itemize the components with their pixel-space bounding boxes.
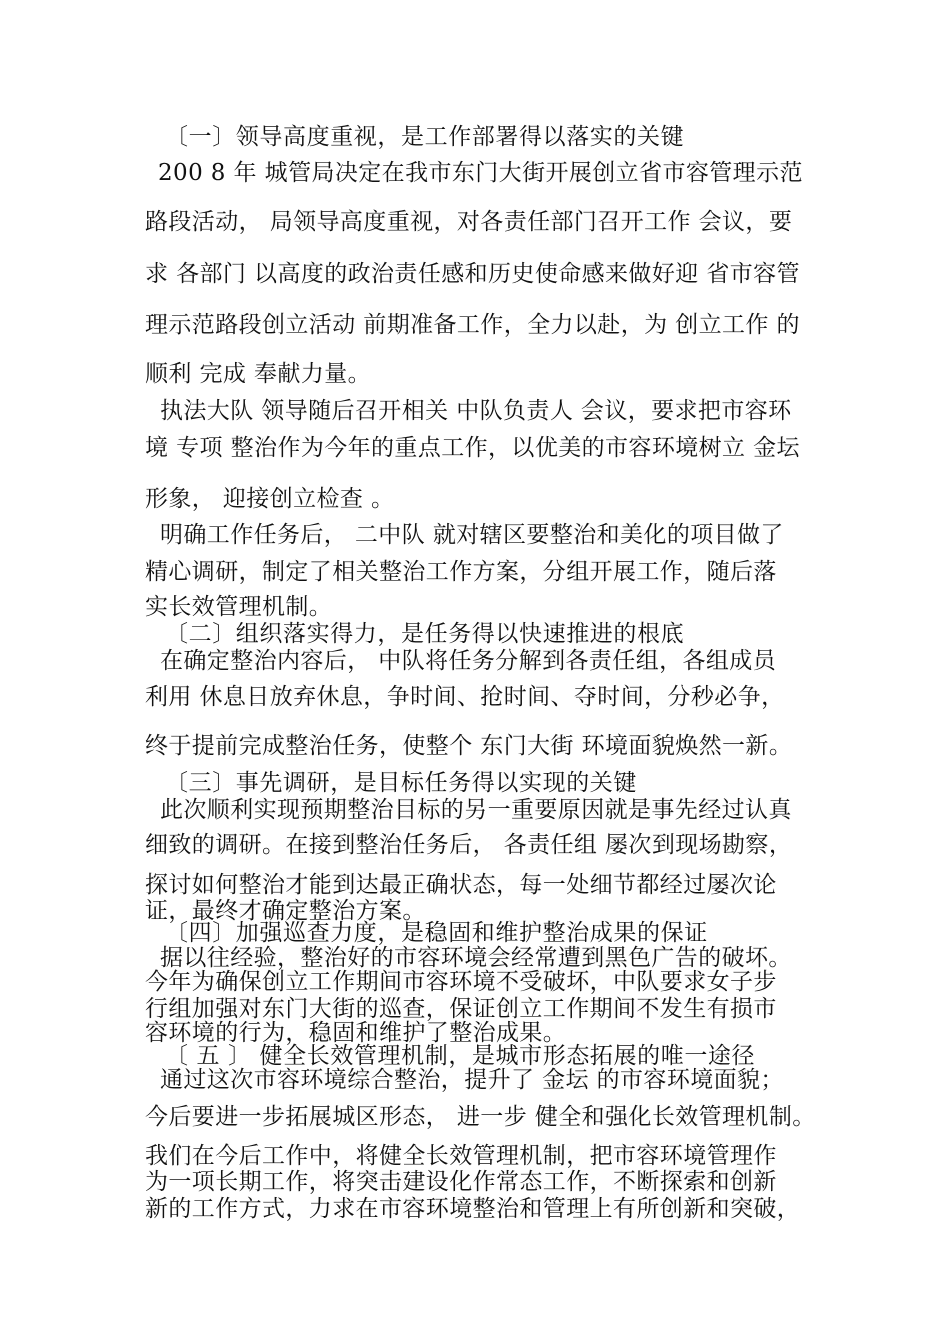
paragraph-line: 细致的调研。在接到整治任务后， 各责任组 屡次到现场勘察，: [145, 832, 793, 858]
paragraph-line: 据以往经验，整治好的市容环境会经常遭到黑色广告的破坏。: [160, 945, 792, 971]
paragraph-line: 容环境的行为，稳固和维护了整治成果。: [145, 1020, 567, 1046]
paragraph-line: 精心调研，制定了相关整治工作方案，分组开展工作，随后落: [145, 559, 777, 585]
paragraph-line: 通过这次市容环境综合整治，提升了 金坛 的市容环境面貌；: [160, 1067, 784, 1093]
section-heading-2: 〔二〕组织落实得力，是任务得以快速推进的根底: [165, 621, 685, 647]
paragraph-line: 理示范路段创立活动 前期准备工作，全力以赴，为 创立工作 的: [145, 312, 800, 338]
section-heading-3: 〔三〕事先调研，是目标任务得以实现的关键: [165, 770, 637, 796]
paragraph-line: 形象， 迎接创立检查 。: [145, 486, 395, 512]
paragraph-line: 证，最终才确定整治方案。: [145, 898, 426, 924]
paragraph-line: 今年为确保创立工作期间市容环境不受破坏，中队要求女子步: [145, 969, 777, 995]
paragraph-line: 实长效管理机制。: [145, 594, 333, 620]
paragraph-line: 我们在今后工作中，将健全长效管理机制，把市容环境管理作: [145, 1143, 777, 1169]
paragraph-line: 探讨如何整治才能到达最正确状态，每一处细节都经过屡次论: [145, 872, 777, 898]
paragraph-line: 求 各部门 以高度的政治责任感和历史使命感来做好迎 省市容管: [145, 261, 800, 287]
paragraph-line: 在确定整治内容后， 中队将任务分解到各责任组，各组成员: [160, 648, 777, 674]
paragraph-line: 执法大队 领导随后召开相关 中队负责人 会议，要求把市容环: [160, 398, 792, 424]
paragraph-line: 顺利 完成 奉献力量。: [145, 361, 372, 387]
paragraph-line: 境 专项 整治作为今年的重点工作，以优美的市容环境树立 金坛: [145, 435, 800, 461]
paragraph-line: 新的工作方式，力求在市容环境整治和管理上有所创新和突破，: [145, 1196, 801, 1222]
paragraph-line: 今后要进一步拓展城区形态， 进一步 健全和强化长效管理机制。: [145, 1104, 816, 1130]
paragraph-line: 200 8 年 城管局决定在我市东门大街开展创立省市容管理示范: [158, 160, 803, 186]
paragraph-line: 此次顺利实现预期整治目标的另一重要原因就是事先经过认真: [160, 797, 792, 823]
section-heading-5: 〔 五 〕 健全长效管理机制，是城市形态拓展的唯一途径: [165, 1043, 756, 1069]
paragraph-line: 行组加强对东门大街的巡查，保证创立工作期间不发生有损市: [145, 996, 777, 1022]
paragraph-line: 终于提前完成整治任务，使整个 东门大街 环境面貌焕然一新。: [145, 733, 793, 759]
section-heading-1: 〔一〕领导高度重视，是工作部署得以落实的关键: [165, 124, 685, 150]
paragraph-line: 明确工作任务后， 二中队 就对辖区要整治和美化的项目做了: [160, 522, 784, 548]
paragraph-line: 为一项长期工作，将突击建设化作常态工作，不断探索和创新: [145, 1169, 777, 1195]
paragraph-line: 利用 休息日放弃休息，争时间、抢时间、夺时间，分秒必争，: [145, 684, 785, 710]
section-heading-4: 〔四〕加强巡查力度，是稳固和维护整治成果的保证: [165, 920, 708, 946]
paragraph-line: 路段活动， 局领导高度重视，对各责任部门召开工作 会议，要: [145, 209, 793, 235]
